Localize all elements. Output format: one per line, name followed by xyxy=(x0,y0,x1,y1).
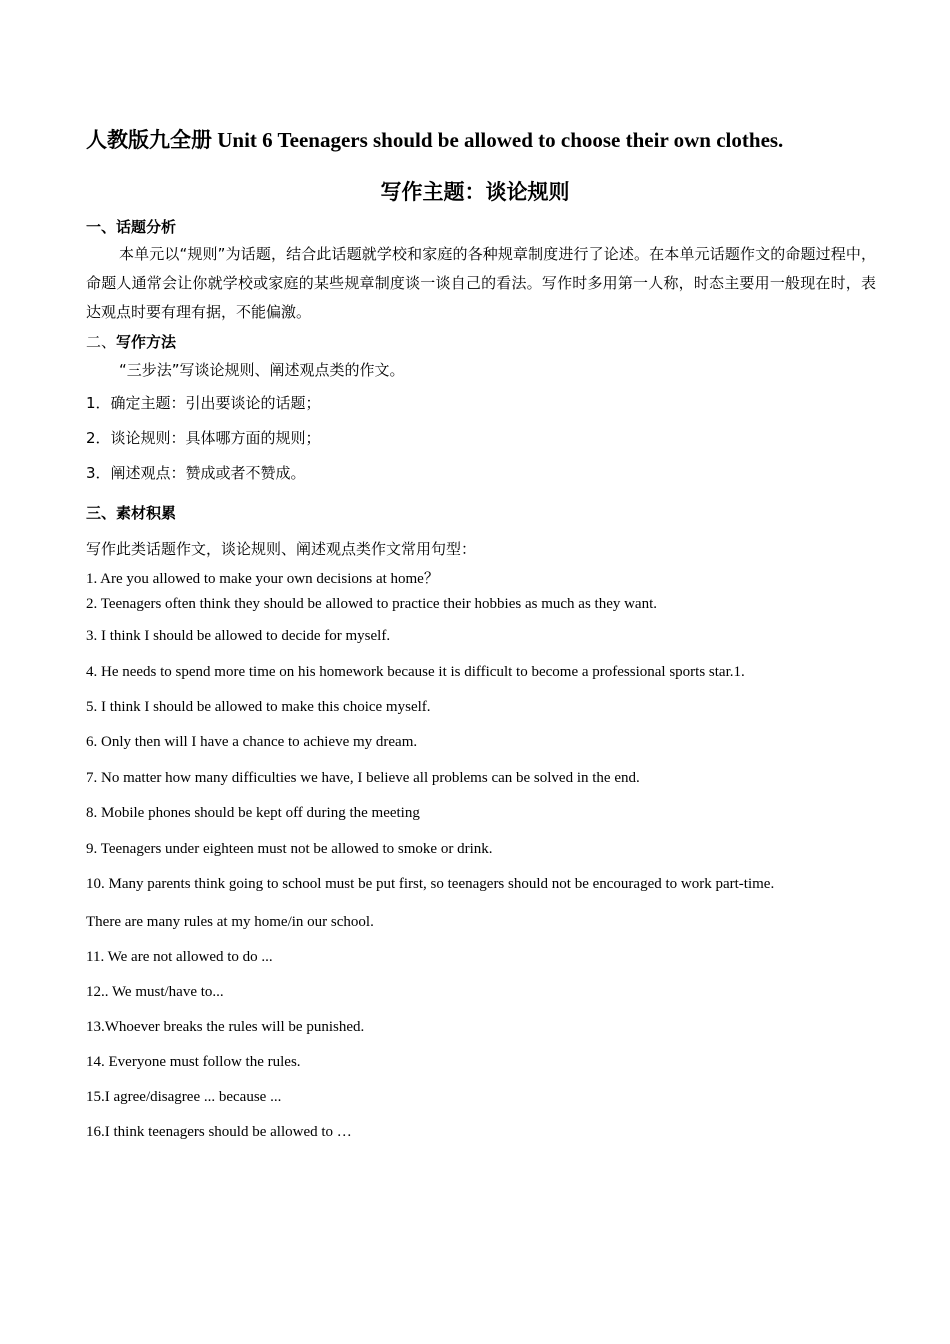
sentence-item: 7. No matter how many difficulties we have, I believe all problems can be solved in the end. xyxy=(86,770,640,786)
writing-method-step: 1．确定主题：引出要谈论的话题； xyxy=(86,394,321,412)
sentence-item: 2. Teenagers often think they should be allowed to practice their hobbies as much as they want. xyxy=(86,596,658,612)
writing-method-step: 2．谈论规则：具体哪方面的规则； xyxy=(86,429,321,447)
writing-method-intro: “三步法”写谈论规则、阐述观点类的作文。 xyxy=(119,361,405,379)
topic-analysis-paragraph: 本单元以“规则”为话题，结合此话题就学校和家庭的各种规章制度进行了论述。在本单元话题作文的命题过程中，命题人通常会让你就学校或家庭的某些规章制度谈一谈自己的看法。写作时多用第一人称，时态主要用一般现在时，表达观点时要有理有据，不能偏激。 xyxy=(86,245,876,321)
sentence-item: 4. He needs to spend more time on his homework because it is difficult to become a professional sports star.1. xyxy=(86,664,745,680)
sentence-item: 12.. We must/have to... xyxy=(86,984,224,1000)
sentence-item: 1. Are you allowed to make your own decisions at home？ xyxy=(86,571,439,587)
section-heading-writing-method xyxy=(86,331,176,352)
sentence-item: 5. I think I should be allowed to make this choice myself. xyxy=(86,699,431,715)
writing-method-heading-text: 写作方法 xyxy=(116,333,177,351)
sentence-item: 11. We are not allowed to do ... xyxy=(86,949,273,965)
sentence-item: 10. Many parents think going to school must be put first, so teenagers should not be encouraged to work part-time. xyxy=(86,876,775,892)
document-subtitle: 写作主题：谈论规则 xyxy=(380,180,570,204)
sentence-item: 9. Teenagers under eighteen must not be allowed to smoke or drink. xyxy=(86,841,493,857)
sentence-item: 13.Whoever breaks the rules will be punished. xyxy=(86,1019,365,1035)
materials-intro: 写作此类话题作文，谈论规则、阐述观点类作文常用句型： xyxy=(86,540,477,558)
sentence-item: 16.I think teenagers should be allowed to … xyxy=(86,1124,352,1140)
sentence-item: 14. Everyone must follow the rules. xyxy=(86,1054,301,1070)
section-heading-topic-analysis: 一、话题分析 xyxy=(86,218,177,236)
sentence-item: 3. I think I should be allowed to decide for myself. xyxy=(86,628,391,644)
sentence-item: 6. Only then will I have a chance to achieve my dream. xyxy=(86,734,418,750)
section-heading-materials: 三、素材积累 xyxy=(86,504,177,522)
document-title: 人教版九全册 Unit 6 Teenagers should be allowed to choose their own clothes. xyxy=(86,128,784,152)
sentence-item: 8. Mobile phones should be kept off during the meeting xyxy=(86,805,420,821)
sentence-item: There are many rules at my home/in our school. xyxy=(86,914,374,930)
writing-method-step: 3．阐述观点：赞成或者不赞成。 xyxy=(86,464,306,482)
writing-method-heading-prefix: 二、 xyxy=(86,333,117,351)
sentence-item: 15.I agree/disagree ... because ... xyxy=(86,1089,282,1105)
